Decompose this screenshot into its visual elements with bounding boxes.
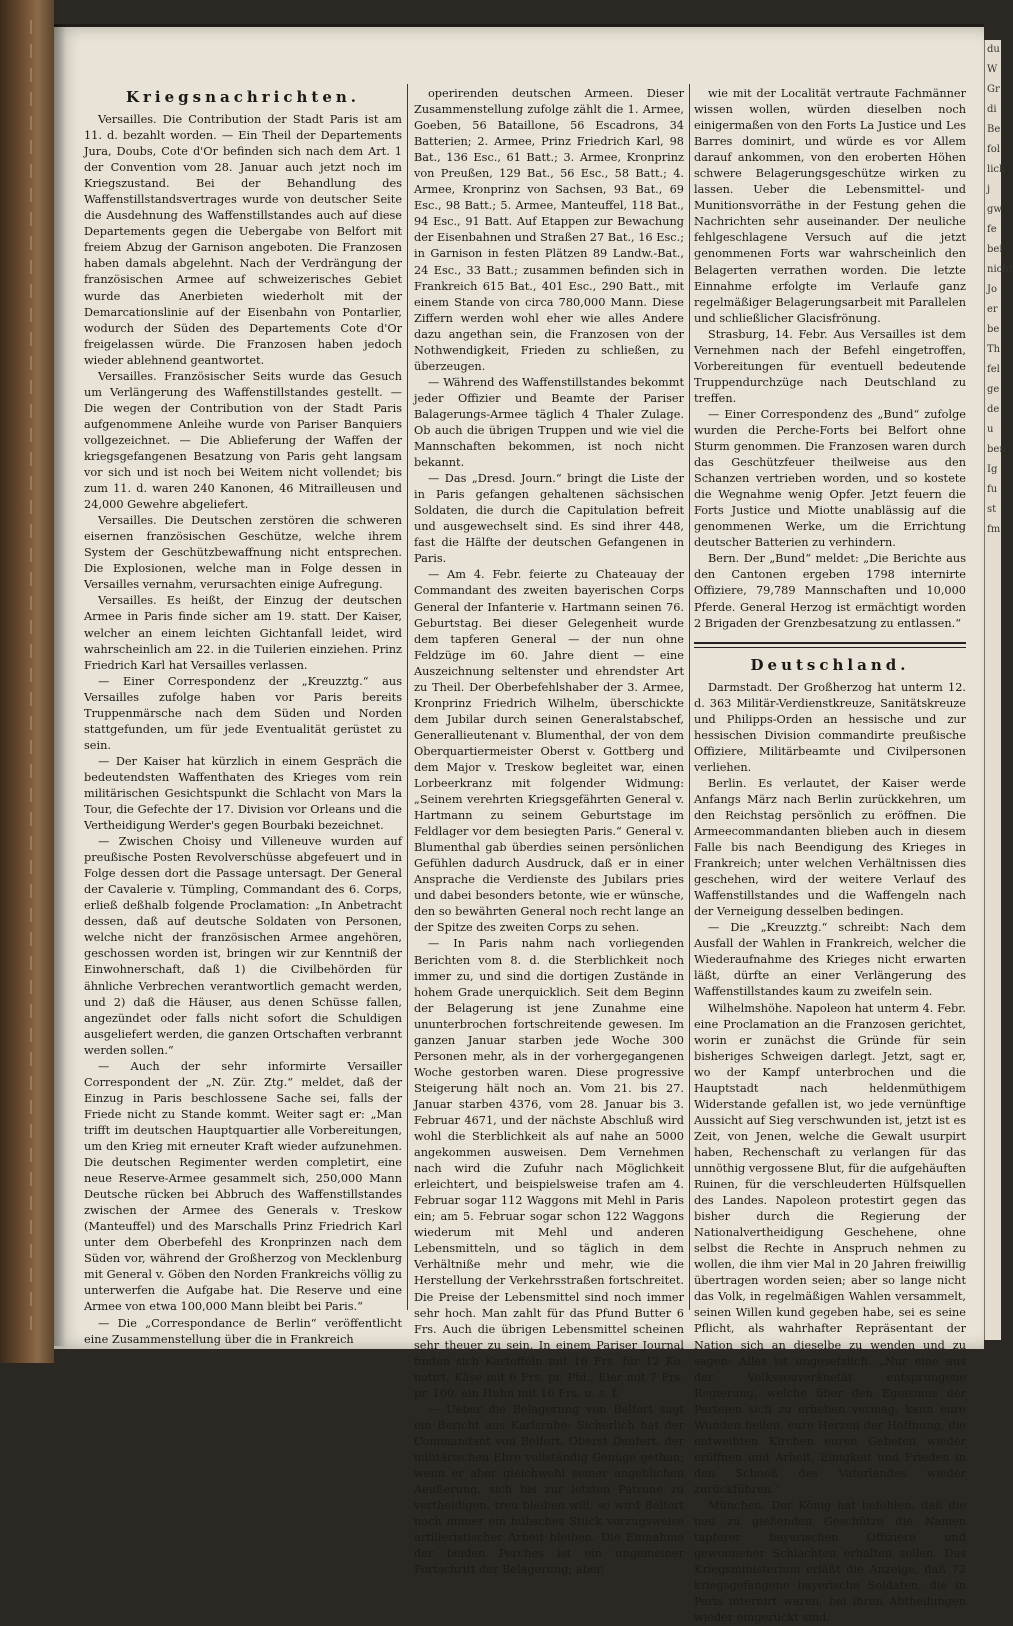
article-paragraph: Berlin. Es verlautet, der Kaiser werde Anfangs März nach Berlin zurückkehren, um den Reichstag persönlich zu eröffnen. Die Armeecommandanten blieben auch in diesem Falle bis nach Beendigung des Krieges in Frankreich; unter welchen Verhältnissen dies geschehen, wird der weitere Verlauf des Waffenstillstandes und die Waffengeln nach der Verneigung desselben bedingen.	[694, 776, 966, 919]
article-paragraph: — Das „Dresd. Journ.“ bringt die Liste der in Paris gefangen gehaltenen sächsischen Soldaten, die durch die Capitulation befreit und ausgewechselt sind. Es sind ihrer 448, fast die Hälfte der deutschen Gefangenen in Paris.	[414, 472, 684, 566]
cut-off-word: de	[987, 404, 1000, 415]
column-rule-1	[407, 84, 408, 1310]
cut-off-word: nicht	[987, 264, 1013, 275]
article-paragraph: — Einer Correspondenz des „Bund“ zufolge wurden die Perche-Forts bei Belfort ohne Sturm genommen. Die Franzosen waren durch das Geschützfeuer theilweise aus den Schanzen vertrieben worden, und so kostete die Wegnahme wenig Opfer. Jetzt feuern die Forts Justice und Miotte unablässig auf die genommenen Werke, um die Errichtung deutscher Batterien zu verhindern.	[694, 407, 966, 550]
section-divider	[694, 642, 966, 648]
column-rule-2	[689, 84, 690, 1310]
article-paragraph: — Zwischen Choisy und Villeneuve wurden auf preußische Posten Revolverschüsse abgefeuert und in Folge dessen dort die Passage untersagt. Der General der Cavalerie v. Tümpling, Commandant des 6. Corps, erließ deßhalb folgende Proclamation: „In Anbetracht dessen, daß auf deutsche Soldaten von Personen, welche nicht der französischen Armee angehören, geschossen worden ist, bringen wir zur Kenntniß der Einwohnerschaft, daß 1) die Civilbehörden für ähnliche Verbrechen verantwortlich gemacht werden, und 2) daß die Häuser, aus denen Schüsse fallen, angezündet oder falls nicht sofort die Schuldigen ausgeliefert werden, die ganzen Ortschaften verbrannt werden sollen.“	[84, 835, 402, 1057]
article-paragraph: — Auch der sehr informirte Versailler Correspondent der „N. Zür. Ztg.“ meldet, daß der Einzug in Paris beschlossene Sache sei, falls der Friede nicht zu Stande kommt. Weiter sagt er: „Man trifft im deutschen Hauptquartier alle Vorbereitungen, um den Krieg mit erneuter Kraft wieder aufzunehmen. Die deutschen Regimenter werden completirt, eine neue Reserve-Armee gesammelt sich, 250,000 Mann Deutsche rücken bei Abbruch des Waffenstillstandes zwischen der Armee des Generals v. Treskow (Manteuffel) und des Marschalls Prinz Friedrich Karl unter dem Oberbefehl des Kronprinzen nach dem Süden vor, während der Großherzog von Mecklenburg mit General v. Göben den Norden Frankreichs völlig zu unterwerfen die Aufgabe hat. Die Reserve und eine Armee von etwa 100,000 Mann bleibt bei Paris.“	[84, 1059, 402, 1314]
cut-off-word: di	[987, 104, 997, 115]
article-paragraph: — Der Kaiser hat kürzlich in einem Gespräch die bedeutendsten Waffenthaten des Krieges vom rein militärischen Gesichtspunkt die Schlacht von Mars la Tour, die Gefechte der 17. Division vor Orleans und die Vertheidigung Werder's gegen Bourbaki bezeichnet.	[84, 754, 402, 833]
section-heading-krieg: Kriegsnachrichten.	[125, 88, 361, 106]
article-paragraph: wie mit der Localität vertraute Fachmänner wissen wollen, würden dieselben noch einigermaßen von den Forts La Justice und Les Barres dominirt, und würde es vor Allem darauf ankommen, von den eroberten Höhen schwere Belagerungsgeschütze wirken zu lassen. Ueber die Lebensmittel- und Munitionsvorräthe in der Festung gehen die Nachrichten sehr auseinander. Der neuliche fehlgeschlagene Versuch auf die jetzt genommenen Forts war wahrscheinlich den Belagerten verrathen worden. Die letzte Einnahme erfolgte im Verlaufe ganz regelmäßiger Belagerungsarbeit mit Parallelen und schließlicher Glacisfrönung.	[694, 87, 966, 325]
article-paragraph: Versailles. Die Deutschen zerstören die schweren eisernen französischen Geschütze, welche ihrem System der Geschützbewaffnung nicht entsprechen. Die Explosionen, welche man in Folge dessen in Versailles vernahm, verursachten einige Aufregung.	[84, 514, 402, 592]
cut-off-word: st	[987, 504, 997, 515]
cut-off-word: j	[987, 184, 991, 195]
cut-off-word: fe	[987, 224, 997, 235]
cut-off-word: du	[987, 44, 1000, 55]
column-2	[414, 86, 684, 1577]
article-paragraph: — In Paris nahm nach vorliegenden Berichten vom 8. d. die Sterblichkeit noch immer zu, und sind die dortigen Zustände in hohem Grade unerquicklich. Seit dem Beginn der Belagerung ist jene Zunahme eine ununterbrochen fortschreitende gewesen. Im ganzen Januar starben jede Woche 300 Personen mehr, als in der vorhergegangenen Woche gestorben waren. Diese progressive Steigerung hält noch an. Vom 21. bis 27. Januar starben 4376, vom 28. Januar bis 3. Februar 4671, und der nächste Abschluß wird wohl die Sterblichkeit als auf nahe an 5000 angekommen ausweisen. Dem Vernehmen nach wird die Zufuhr nach Möglichkeit erleichtert, und beispielsweise trafen am 4. Februar sogar 112 Waggons mit Mehl in Paris ein; am 5. Februar sogar schon 122 Waggons wiederum mit Mehl und anderen Lebensmitteln, und so täglich in dem Verhältniße mehr und mehr, wie die Herstellung der Verkehrsstraßen fortschreitet. Die Preise der Lebensmittel sind noch immer sehr hoch. Man zahlt für das Pfund Butter 6 Frs. Auch die übrigen Lebensmittel scheinen sehr theuer zu sein. In einem Pariser Journal finden sich Kartoffeln mit 16 Frs. für 12 Ko. notirt, Käse mit 6 Frs. pr. Pfd., Eier mit 7 Frs. pr. 100, ein Huhn mit 16 Frs. u. s. f.	[414, 937, 684, 1400]
column-1	[84, 86, 402, 1346]
cut-off-word: be	[987, 324, 1000, 335]
article-paragraph: Versailles. Französischer Seits wurde das Gesuch um Verlängerung des Waffenstillstandes gestellt. — Die wegen der Contribution von der Stadt Paris aufgenommene Anleihe wurde von Pariser Banquiers vollgezeichnet. — Die Ablieferung der Waffen der kriegsgefangenen Besatzung von Paris geht langsam vor sich und ist noch bei Weitem nicht vollendet; bis zum 11. d. waren 240 Kanonen, 46 Mitrailleusen und 24,000 Gewehre abgeliefert.	[84, 369, 402, 512]
article-paragraph: Versailles. Die Contribution der Stadt Paris ist am 11. d. bezahlt worden. — Ein Theil der Departements Jura, Doubs, Cote d'Or befinden sich nach dem Art. 1 der Convention vom 28. Januar auch jetzt noch im Kriegszustand. Bei der Behandlung des Waffenstillstandsvertrages wurde von deutscher Seite die Ausdehnung des Waffenstillstandes auch auf diese Departements gegen die Uebergabe von Belfort mit freiem Abzug der Garnison angeboten. Die Franzosen haben damals abgelehnt. Nach der Verdrängung der französischen Armee auf schweizerisches Gebiet wurde das Anerbieten wiederholt mit der Demarcationslinie auf der Eisenbahn von Pontarlier, wodurch der Süden des Departements Cote d'Or freigelassen würde. Die Franzosen haben jedoch wieder ablehnend geantwortet.	[84, 113, 402, 367]
cut-off-word: W	[987, 64, 998, 75]
article-paragraph: Versailles. Es heißt, der Einzug der deutschen Armee in Paris finde sicher am 19. statt. Der Kaiser, welcher an einem leichten Gichtanfall leidet, wird wahrscheinlich am 22. in die Tuilerien einziehen. Prinz Friedrich Karl hat Versailles verlassen.	[84, 594, 402, 672]
article-paragraph: Bern. Der „Bund“ meldet: „Die Berichte aus den Cantonen ergeben 1798 internirte Offiziere, 79,789 Mannschaften und 10,000 Pferde. General Herzog ist ermächtigt worden 2 Brigaden der Grenzbesatzung zu entlassen.“	[694, 552, 966, 630]
cut-off-word: fol	[987, 144, 1000, 155]
cut-off-word: ben	[987, 444, 1006, 455]
cut-off-word: gw	[987, 204, 1002, 215]
article-paragraph: München. Der König hat befohlen, daß die neu zu gießenden Geschütze die Namen tapferer bayerischen Offiziere und gewonnener Schlachten erhalten sollen. Das Kriegsministerium erläßt die Anzeige, daß 72 kriegsgefangene bayerische Soldaten, die in Paris internirt waren, bei ihren Abtheilungen wieder eingerückt sind.	[694, 1498, 966, 1625]
cut-off-word: u	[987, 424, 994, 435]
cut-off-word: Be	[987, 124, 1001, 135]
cut-off-word: lich	[987, 164, 1006, 175]
gutter-shadow	[54, 24, 66, 1346]
section-heading-deutschland: Deutschland.	[750, 655, 910, 674]
article-paragraph: operirenden deutschen Armeen. Dieser Zusammenstellung zufolge zählt die 1. Armee, Goeben, 56 Bataillone, 56 Escadrons, 34 Batterien; 2. Armee, Prinz Friedrich Karl, 98 Bat., 136 Esc., 61 Batt.; 3. Armee, Kronprinz von Preußen, 129 Bat., 56 Esc., 58 Batt.; 4. Armee, Kronprinz von Sachsen, 93 Bat., 69 Esc., 98 Batt.; 5. Armee, Manteuffel, 118 Bat., 94 Esc., 91 Batt. Auf Etappen zur Bewachung der Eisenbahnen und Straßen 27 Bat., 16 Esc.; in Garnison in festen Plätzen 89 Landw.-Bat., 24 Esc., 33 Batt.; zusammen befinden sich in Frankreich 615 Bat., 401 Esc., 290 Batt., mit einem Stande von circa 780,000 Mann. Diese Ziffern werden wohl eher wie alles Andere dazu angethan sein, die Franzosen von der Nothwendigkeit, Frieden zu schließen, zu überzeugen.	[414, 87, 684, 373]
article-paragraph: — Die „Kreuzztg.“ schreibt: Nach dem Ausfall der Wahlen in Frankreich, welcher die Wiederaufnahme des Krieges nicht erwarten läßt, dürfte an einer Verlängerung des Waffenstillstandes kaum zu zweifeln sein.	[694, 921, 966, 999]
article-paragraph: Wilhelmshöhe. Napoleon hat unterm 4. Febr. eine Proclamation an die Franzosen gerichtet, worin er zunächst die Gründe für sein bisheriges Schweigen darlegt. Jetzt, sagt er, wo der Kampf unterbrochen und die Hauptstadt nach heldenmüthigem Widerstande gefallen ist, wo jede vernünftige Aussicht auf Sieg verschwunden ist, jetzt ist es Zeit, von Jenen, welche die Gewalt usurpirt haben, Rechenschaft zu verlangen für das unnöthig vergossene Blut, für die aufgehäuften Ruinen, für die verschleuderten Hülfsquellen des Landes. Napoleon protestirt gegen das bisher durch die Regierung der Nationalvertheidigung Geschehene, ohne selbst die Rechte in Anspruch nehmen zu wollen, die ihm vier Mal in 20 Jahren freiwillig übertragen worden seien; aber so lange nicht das Volk, in regelmäßigen Wahlen versammelt, seinen Willen kund gegeben habe, sei es seine Pflicht, als wahrhafter Repräsentant der Nation sich an dieselbe zu wenden und zu sagen: Alles ist ungesetzlich. „Nur eine aus der Volkssouveränetät entsprungene Regierung, welche über den Egoismus der Parteien sich zu erheben vermag, kann eure Wunden heilen, eure Herzen der Hoffnung, die entweihten Kirchen euren Gebeten wieder eröffnen und Arbeit, Einigkeit und Frieden in den Schooß des Vaterlandes wieder zurückführen.“	[694, 1001, 966, 1496]
cut-off-word: bei	[987, 244, 1003, 255]
cut-off-word: ge	[987, 384, 1000, 395]
article-paragraph: — Während des Waffenstillstandes bekommt jeder Offizier und Beamte der Pariser Balagerungs-Armee täglich 4 Thaler Zulage. Ob auch die übrigen Truppen und wie viel die Mannschaften bekommen, ist noch nicht bekannt.	[414, 375, 684, 470]
article-paragraph: Strasburg, 14. Febr. Aus Versailles ist dem Vernehmen nach der Befehl eingetroffen, Vorbereitungen für eventuell bedeutende Truppendurchzüge nach Deutschland zu treffen.	[694, 327, 966, 405]
column-3	[694, 86, 966, 1625]
cut-off-word: Ig	[987, 464, 998, 475]
cut-off-word: fm	[987, 524, 1001, 535]
cut-off-word: Gr	[987, 84, 1000, 95]
cut-off-word: Th	[987, 344, 1001, 355]
article-paragraph: — Einer Correspondenz der „Kreuzztg.“ aus Versailles zufolge haben vor Paris bereits Truppenmärsche nach dem Süden und Norden stattgefunden, um für jede Eventualität gerüstet zu sein.	[84, 674, 402, 752]
article-paragraph: — Die „Correspondance de Berlin“ veröffentlicht eine Zusammenstellung über die in Frankreich	[84, 1316, 402, 1346]
cut-off-word: Jo	[987, 284, 998, 295]
cut-off-word: er	[987, 304, 998, 315]
article-paragraph: Darmstadt. Der Großherzog hat unterm 12. d. 363 Militär-Verdienstkreuze, Sanitätskreuze und Philipps-Orden an hessische und zur hessischen Division commandirte preußische Offiziere, Militärbeamte und Civilpersonen verliehen.	[694, 680, 966, 774]
adjacent-page-edge	[984, 40, 1013, 1340]
book-binding	[0, 0, 54, 1363]
article-paragraph: — Am 4. Febr. feierte zu Chateauay der Commandant des zweiten bayerischen Corps General der Infanterie v. Hartmann seinen 76. Geburtstag. Bei dieser Gelegenheit wurde dem tapferen General — der nun ohne Feldzüge im 60. Jahre dient — eine Auszeichnung seltenster und ehrendster Art zu Theil. Der Oberbefehlshaber der 3. Armee, Kronprinz Friedrich Wilhelm, überschickte dem Jubilar durch seinen Generalstabschef, Generallieutenant v. Blumenthal, der von dem Oberquartiermeister Oberst v. Gottberg und dem Major v. Treskow begleitet war, einen Lorbeerkranz mit folgender Widmung: „Seinem verehrten Kriegsgefährten General v. Hartmann zu seinem Geburtstage im Feldlager vor dem besiegten Paris.“ General v. Blumenthal gab überdies seinen persönlichen Gefühlen dadurch Ausdruck, daß er in einer Ansprache die Verdienste des Jubilars pries und dabei besonders betonte, wie er wünsche, den so bewährten General noch recht lange an der Spitze des zweiten Corps zu sehen.	[414, 568, 684, 935]
article-paragraph: — Ueber die Belagerung von Belfort sagt ein Bericht aus Karlsruhe: Sicherlich hat der Commandant von Belfort, Oberst Denfert, der militärischen Ehre vollständig Genüge gethan; wenn er aber gleichwohl seiner angeblichen Aeußerung, sich bis zur letzten Patrone zu vertheidigen, treu bleiben will, so wird Belfort noch immer ein hübsches Stück vorzugsweise artilleristischer Arbeit bleiben. Die Einnahme der beiden Perches ist ein ungemeiner Fortschritt der Belagerung; aber,	[414, 1402, 684, 1577]
cut-off-word: fu	[987, 484, 998, 495]
cut-off-word: fel	[987, 364, 1000, 375]
